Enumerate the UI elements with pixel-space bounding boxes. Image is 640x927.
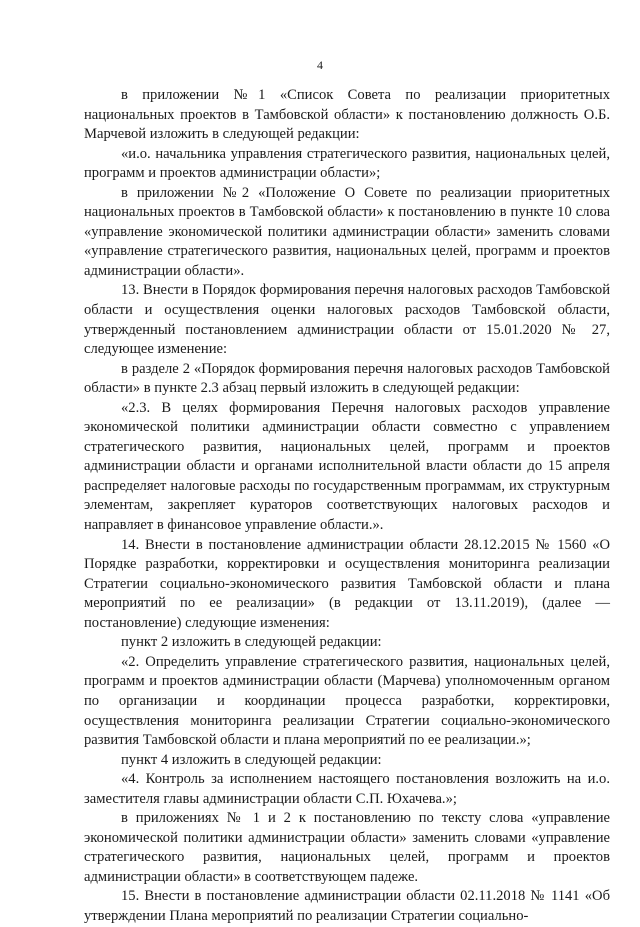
paragraph: в приложениях № 1 и 2 к постановлению по тексту слова «управление экономической политики администрации области» заменить словами «управление стратегического развития, национальных целей, программ и проектов администрации области» в соответствующем падеже.: [84, 810, 610, 885]
page-number: 4: [317, 58, 323, 72]
paragraph: в разделе 2 «Порядок формирования перечня налоговых расходов Тамбовской области» в пункте 2.3 абзац первый изложить в следующей редакции:: [84, 360, 610, 397]
paragraph: в приложении №1 «Список Совета по реализации приоритетных национальных проектов в Тамбовской области» к постановлению должность О.Б. Марчевой изложить в следующей редакции:: [84, 87, 610, 143]
paragraph: 13. Внести в Порядок формирования перечня налоговых расходов Тамбовской области и осуществления оценки налоговых расходов Тамбовской области, утвержденный постановлением администрации области от 15.01.2020 № 27, следующее изменение:: [84, 282, 610, 358]
paragraph: пункт 4 изложить в следующей редакции:: [121, 751, 382, 768]
body-text: [84, 86, 610, 927]
paragraph: «4. Контроль за исполнением настоящего постановления возложить на и.о. заместителя главы администрации области С.П. Юхачева.»;: [84, 771, 610, 807]
paragraph: «2.3. В целях формирования Перечня налоговых расходов управление экономической политики администрации области совместно с управлением стратегического развития, национальных целей, программ и проектов администрации области и органами исполнительной власти области до 15 апреля распределяет налоговые расходы по государственным программам, их структурным элементам, закрепляет кураторов соответствующих налоговых расходов и направляет в финансовое управление области.».: [84, 399, 610, 534]
paragraph: «и.о. начальника управления стратегического развития, национальных целей, программ и проектов администрации области»;: [84, 145, 610, 182]
paragraph: 15. Внести в постановление администрации области 02.11.2018 № 1141 «Об утверждении Плана мероприятий по реализации Стратегии социально-: [84, 888, 610, 924]
paragraph: «2. Определить управление стратегического развития, национальных целей, программ и проектов администрации области (Марчева) уполномоченным органом по организации и координации процесса разработки, корректировки, осуществления мониторинга реализации Стратегии социально-экономического развития Тамбовской области и плана мероприятий по ее реализации.»;: [84, 653, 610, 749]
paragraph: 14. Внести в постановление администрации области 28.12.2015 № 1560 «О Порядке разработки, корректировки и осуществления мониторинга реализации Стратегии социально-экономического развития Тамбовской области и плана мероприятий по ее реализации» (в редакции от 13.11.2019), (далее — постановление) следующие изменения:: [84, 536, 610, 631]
paragraph: пункт 2 изложить в следующей редакции:: [121, 634, 382, 651]
paragraph: в приложении №2 «Положение О Совете по реализации приоритетных национальных проектов в Тамбовской области» к постановлению в пункте 10 слова «управление экономической политики администрации области» заменить словами «управление стратегического развития, национальных целей, программ и проектов администрации области».: [84, 184, 610, 279]
